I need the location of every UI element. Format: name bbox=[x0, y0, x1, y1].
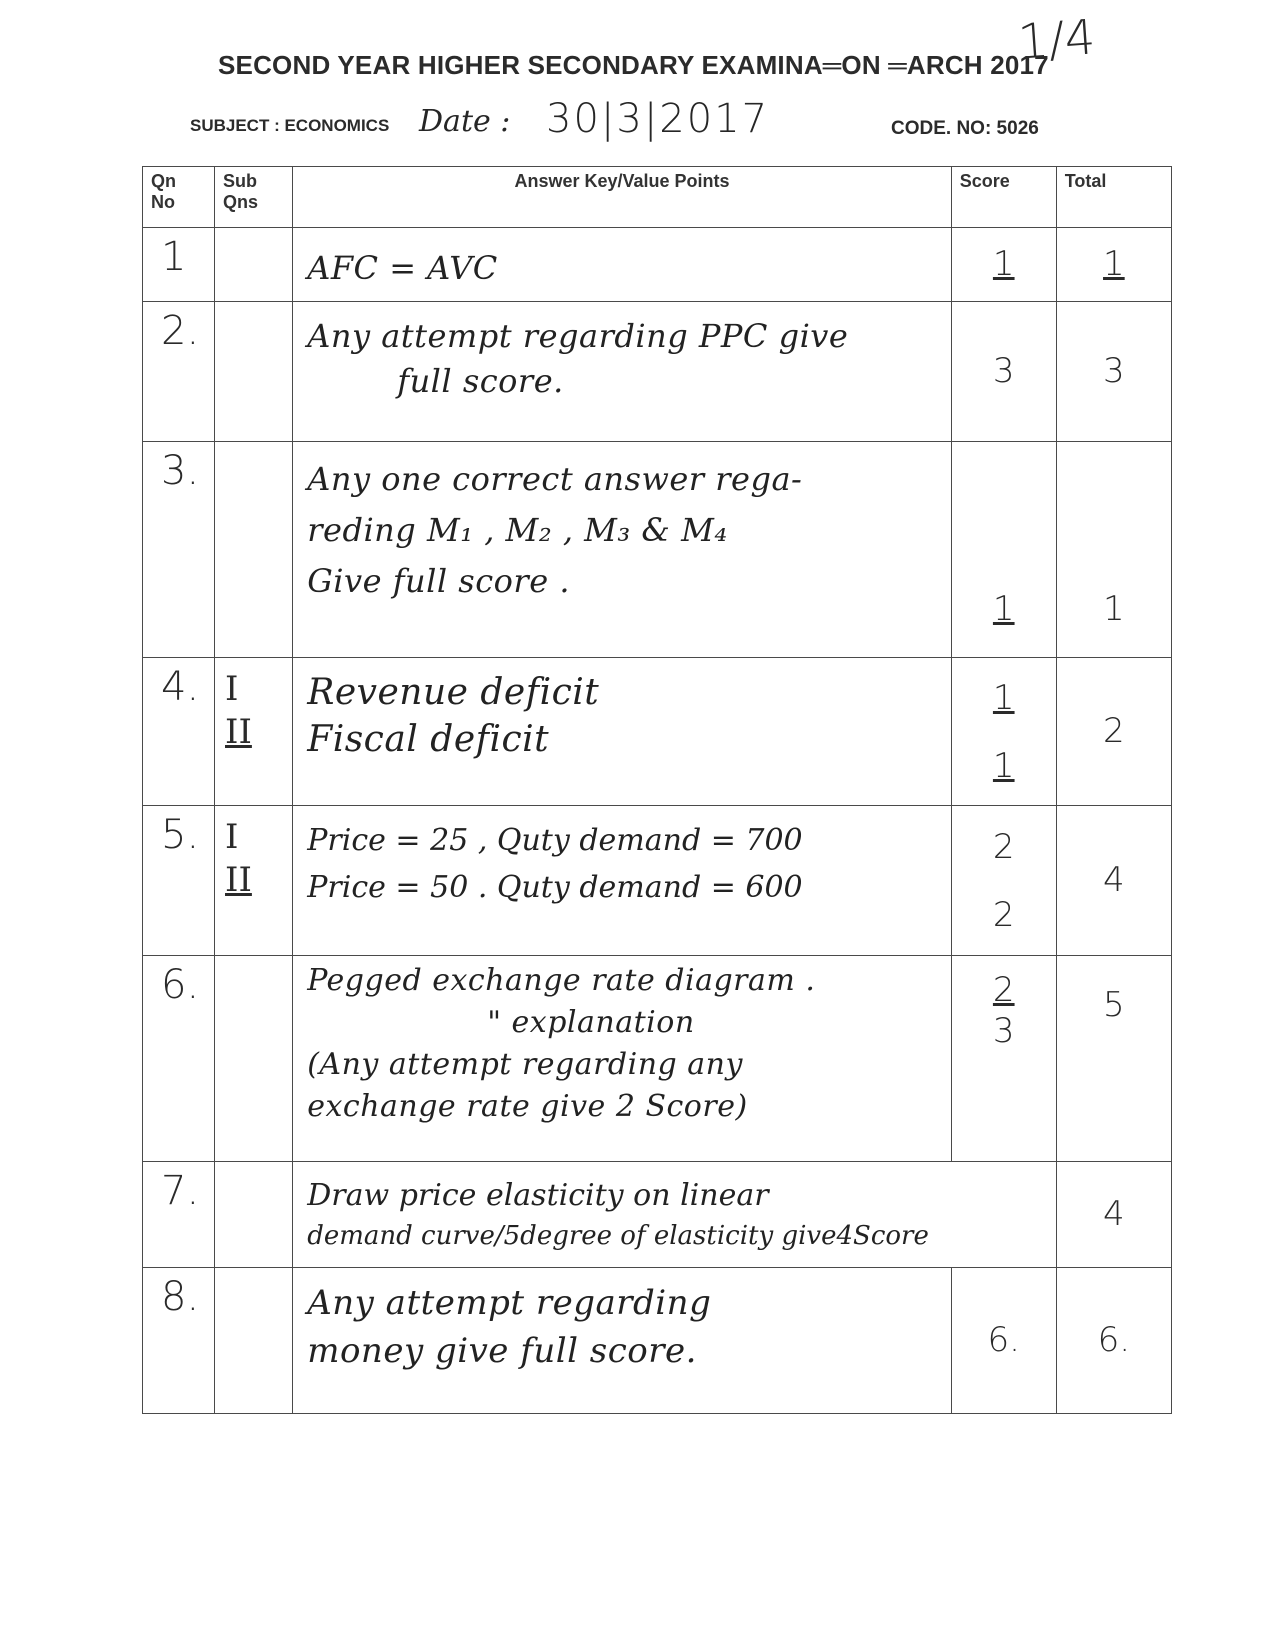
sub-question bbox=[215, 1162, 293, 1268]
question-number: 2. bbox=[143, 302, 215, 442]
table-row bbox=[143, 658, 1172, 806]
answer-cell: Price = 25 , Quty demand = 700 Price = 50 . Quty demand = 600 bbox=[293, 806, 952, 956]
answer-cell: Draw price elasticity on linear demand curve/5degree of elasticity give4Score bbox=[293, 1162, 1057, 1268]
score-cell: 1 1 bbox=[951, 658, 1056, 806]
score-cell: 2 2 bbox=[951, 806, 1056, 956]
question-number: 5. bbox=[143, 806, 215, 956]
total-cell: 5 bbox=[1056, 956, 1171, 1162]
total-cell: 1 bbox=[1056, 442, 1171, 658]
question-number: 4. bbox=[143, 658, 215, 806]
answer-cell: Revenue deficit Fiscal deficit bbox=[293, 658, 952, 806]
sub-qns-header: Sub Qns bbox=[215, 167, 293, 228]
page-number: 1/4 bbox=[1016, 9, 1098, 71]
table-row bbox=[143, 1162, 1172, 1268]
total-cell: 3 bbox=[1056, 302, 1171, 442]
answer-cell: AFC = AVC bbox=[293, 228, 952, 302]
total-cell: 1 bbox=[1056, 228, 1171, 302]
sub-question bbox=[215, 442, 293, 658]
table-row bbox=[143, 228, 1172, 302]
score-cell: 1 bbox=[951, 442, 1056, 658]
total-cell: 2 bbox=[1056, 658, 1171, 806]
score-cell: 3 bbox=[951, 302, 1056, 442]
sub-question bbox=[215, 228, 293, 302]
table-header-row bbox=[143, 167, 1172, 228]
score-cell: 2 3 bbox=[951, 956, 1056, 1162]
total-cell: 4 bbox=[1056, 806, 1171, 956]
score-header: Score bbox=[951, 167, 1056, 228]
sub-question bbox=[215, 956, 293, 1162]
total-header: Total bbox=[1056, 167, 1171, 228]
answer-key-header: Answer Key/Value Points bbox=[293, 167, 952, 228]
question-number: 1 bbox=[143, 228, 215, 302]
question-number: 8. bbox=[143, 1268, 215, 1414]
date-value: 30|3|2017 bbox=[546, 96, 770, 142]
total-cell: 4 bbox=[1056, 1162, 1171, 1268]
subject-label: SUBJECT : ECONOMICS bbox=[190, 116, 390, 135]
answer-cell: Any attempt regarding PPC give full score. bbox=[293, 302, 952, 442]
sub-question: I II bbox=[215, 658, 293, 806]
table-row bbox=[143, 1268, 1172, 1414]
score-cell: 6. bbox=[951, 1268, 1056, 1414]
sub-question bbox=[215, 302, 293, 442]
exam-title: SECOND YEAR HIGHER SECONDARY EXAMINA═ON ═ARCH 2017 bbox=[218, 50, 1049, 80]
question-number: 3. bbox=[143, 442, 215, 658]
answer-cell: Any attempt regarding money give full score. bbox=[293, 1268, 952, 1414]
code-number: CODE. NO: 5026 bbox=[891, 118, 1039, 139]
table-row bbox=[143, 956, 1172, 1162]
table-row bbox=[143, 302, 1172, 442]
date-label: Date : bbox=[419, 104, 511, 139]
qn-no-header: Qn No bbox=[143, 167, 215, 228]
table-row bbox=[143, 442, 1172, 658]
question-number: 7. bbox=[143, 1162, 215, 1268]
sub-question: I II bbox=[215, 806, 293, 956]
question-number: 6. bbox=[143, 956, 215, 1162]
answer-key-table bbox=[142, 166, 1172, 1414]
answer-cell: Pegged exchange rate diagram . " explanation (Any attempt regarding any exchange rate give 2 Score) bbox=[293, 956, 952, 1162]
answer-cell: Any one correct answer rega- reding M₁ , M₂ , M₃ & M₄ Give full score . bbox=[293, 442, 952, 658]
table-row bbox=[143, 806, 1172, 956]
sub-question bbox=[215, 1268, 293, 1414]
total-cell: 6. bbox=[1056, 1268, 1171, 1414]
subject-line bbox=[190, 96, 1070, 150]
score-cell: 1 bbox=[951, 228, 1056, 302]
